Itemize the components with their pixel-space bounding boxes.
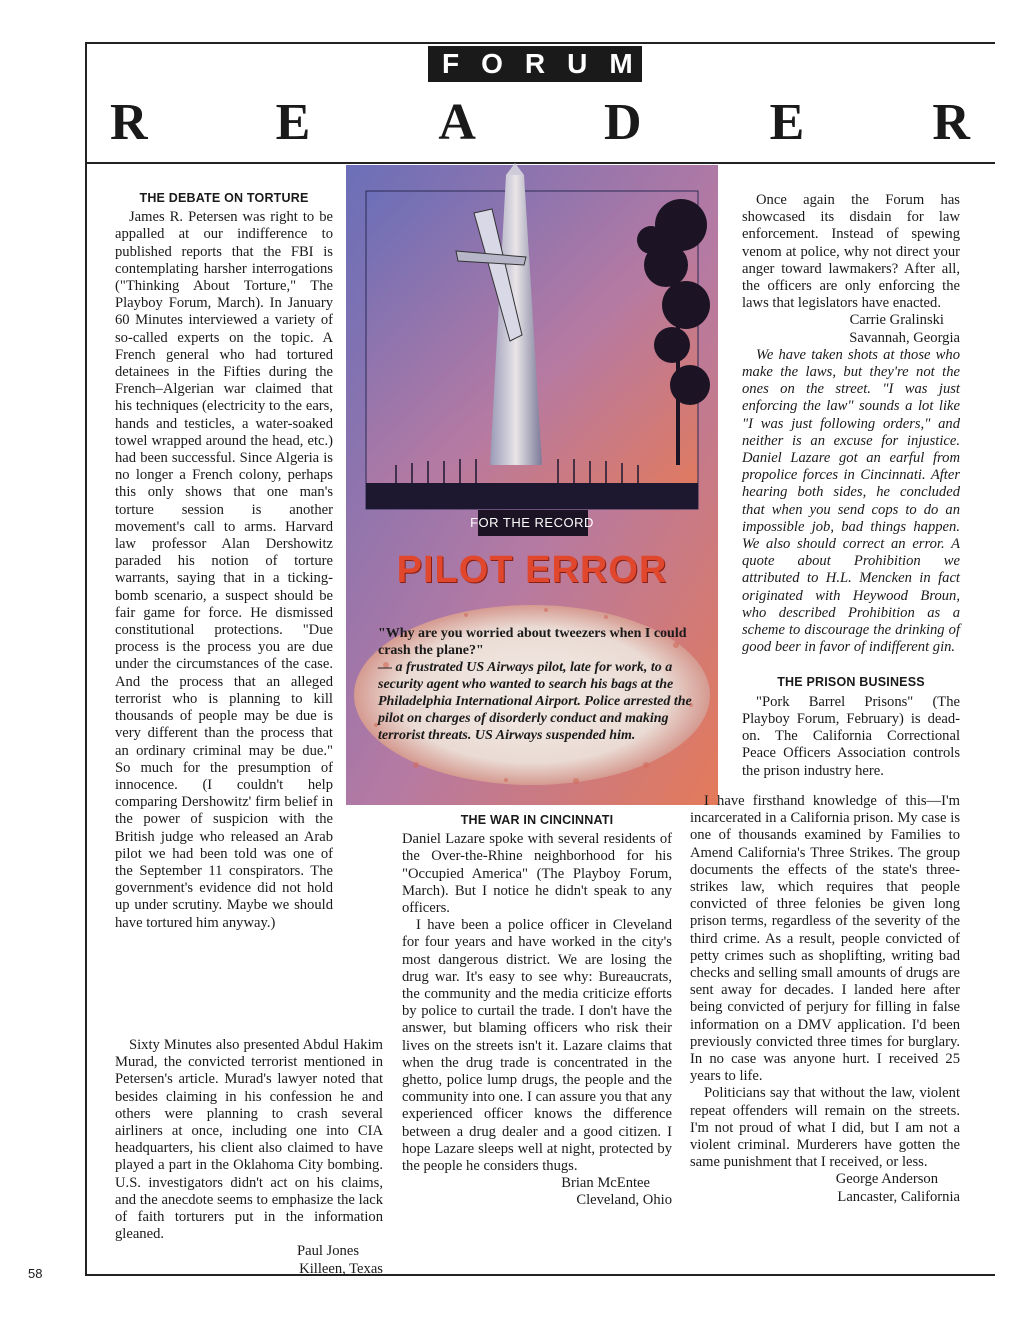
reader-letter: A [438,94,476,151]
signature-name: George Anderson [835,1171,938,1188]
for-the-record-illustration [346,165,718,805]
column-1-continued [115,1037,383,1278]
column-3-continued [690,793,960,1206]
letter-prison-paragraph-2: I have firsthand knowledge of this—I'm incarcerated in a California prison. My case is one of thousands examined by Families to Amend California's Three Strikes. The group documents the effects of the state's three-strikes law, which requires that people convicted of three felonies be given long prison terms, regardless of the severity of the third crime. As a result, people convicted of petty crimes such as shoplifting, writing bad checks and selling small amounts of drugs are sent away for decades. I landed here after being convicted of perjury for filling in false information on a DMV application. I'd been previously convicted three times for burglary. In no case was anyone hurt. I received 25 years to life. [690,793,960,1085]
letter-forum-disdain: Once again the Forum has showcased its disdain for law enforcement. Instead of spewing venom at police, why not direct your anger toward lawmakers? After all, the officers are only enforcing the laws that legislators have enacted. [742,192,960,312]
reader-letter: R [932,94,970,151]
pilot-error-title: PILOT ERROR [396,549,668,591]
signature-place: Cleveland, Ohio [576,1192,672,1209]
header-rule [85,162,995,164]
heading-debate-on-torture: THE DEBATE ON TORTURE [139,191,309,205]
pilot-quote [378,625,708,744]
column-3 [742,192,960,780]
forum-section-label: FORUM [428,46,642,82]
reader-letter: E [769,94,805,151]
column-2 [402,812,672,1210]
page-frame-top [85,42,995,44]
for-the-record-label: FOR THE RECORD [470,515,594,530]
letter-cincinnati-paragraph-1: Daniel Lazare spoke with several residents of the Over-the-Rhine neighborhood for his "Occupied America" (The Playboy Forum, March). But I notice he didn't speak to any officers. [402,831,672,917]
signature-name: Carrie Gralinski [849,312,944,329]
quote-attribution: — a frustrated US Airways pilot, late for work, to a security agent who wanted to search his bags at the Philadelphia International Airport. Police arrested the pilot on charges of disorderly conduct and making terrorist threats. US Airways suspended him. [378,660,692,743]
column-1 [115,190,333,931]
editor-reply: We have taken shots at those who make the laws, but they're not the ones on the street. "I was just enforcing the law" sounds a lot like "I was just following orders," and neither is an excuse for injustice. Daniel Lazare got an earful from propolice forces in Cincinnati. After hearing both sides, he concluded that when you send cops to do an impossible job, bad things happen. We also should correct an error. A quote about Prohibition we attributed to H.L. Mencken in fact originated with Heywood Broun, who described Prohibition as a scheme to discourage the drinking of good beer in favor of indifferent gin. [742,346,960,656]
letter-prison-paragraph-1: "Pork Barrel Prisons" (The Playboy Forum, February) is dead-on. The California Correctional Peace Officers Association controls the prison industry here. [742,693,960,779]
letter-torture-paragraph-2: Sixty Minutes also presented Abdul Hakim Murad, the convicted terrorist mentioned in Petersen's article. Murad's lawyer noted that besides claiming in his confession he and others were planning to crash several airliners at once, including one into CIA headquarters, his client also claimed to have played a part in the Oklahoma City bombing. U.S. investigators didn't act on his claims, and the anecdote seems to emphasize the lack of faith torturers put in the information gleaned. [115,1037,383,1243]
reader-letter: D [604,94,642,151]
reader-title [110,92,970,154]
quote-line: "Why are you worried about tweezers when I could crash the plane?" [378,626,687,658]
page-number: 58 [28,1266,43,1281]
ground-silhouette [366,483,698,509]
letter-torture-paragraph-1: James R. Petersen was right to be appalled at our indifference to published reports that the FBI is contemplating harsher interrogations ("Thinking About Torture," The Playboy Forum, March). In January 60 Minutes interviewed a variety of so-called experts on the topic. A French general who had tortured detainees in the Fifties during the French–Algerian war claimed that his techniques (electricity to the ears, hands and testicles, a water-soaked towel wrapped around the head, etc.) had been successful. Since Algeria is no longer a French colony, perhaps this only shows that one man's torture session is another movement's call to arms. Harvard law professor Alan Dershowitz paraded his notion of torture warrants, saying that in a ticking-bomb scenario, a suspect should be fair game for force. He dismissed constitutional protections. "Due process is the process you are due under the circumstances of the case. And the process that an alleged terrorist who is planning to kill thousands of people may be due is very different than the process that an ordinary criminal may be due." So much for the presumption of innocence. (I couldn't help comparing Dershowitz' firm belief in the power of suspicion with the British judge who released an Arab pilot we had been told was one of the September 11 conspirators. The government's evidence did not hold up under scrutiny. Maybe we should have tortured him anyway.) [115,209,333,931]
letter-prison-paragraph-3: Politicians say that without the law, violent repeat offenders will remain on the streets. I'm not proud of what I did, but I am not a violent criminal. Murderers have gotten the same punishment that I received, or less. [690,1085,960,1171]
reader-letter: E [275,94,311,151]
heading-prison-business: THE PRISON BUSINESS [777,675,925,690]
signature-place: Savannah, Georgia [849,329,960,346]
signature-place: Killeen, Texas [299,1260,383,1277]
signature-name: Brian McEntee [561,1175,650,1192]
heading-war-in-cincinnati: THE WAR IN CINCINNATI [460,813,614,827]
letter-cincinnati-paragraph-2: I have been a police officer in Cleveland for four years and have worked in the city's most dangerous district. We are losing the drug war. It's easy to see why: Bureaucrats, the community and the media criticize efforts by police to curtail the trade. I don't have the answer, but blaming officers who risk their lives on the streets isn't it. Lazare claims that when the drug trade is concentrated in the ghetto, police lump drugs, the people and the community into one. I can assure you that any experienced officer knows the difference between a drug dealer and a good citizen. I hope Lazare sleeps well at night, protected by the people he considers thugs. [402,917,672,1175]
signature-place: Lancaster, California [837,1188,960,1205]
page-frame-left [85,42,87,1276]
signature-name: Paul Jones [296,1243,359,1260]
reader-letter: R [110,94,148,151]
